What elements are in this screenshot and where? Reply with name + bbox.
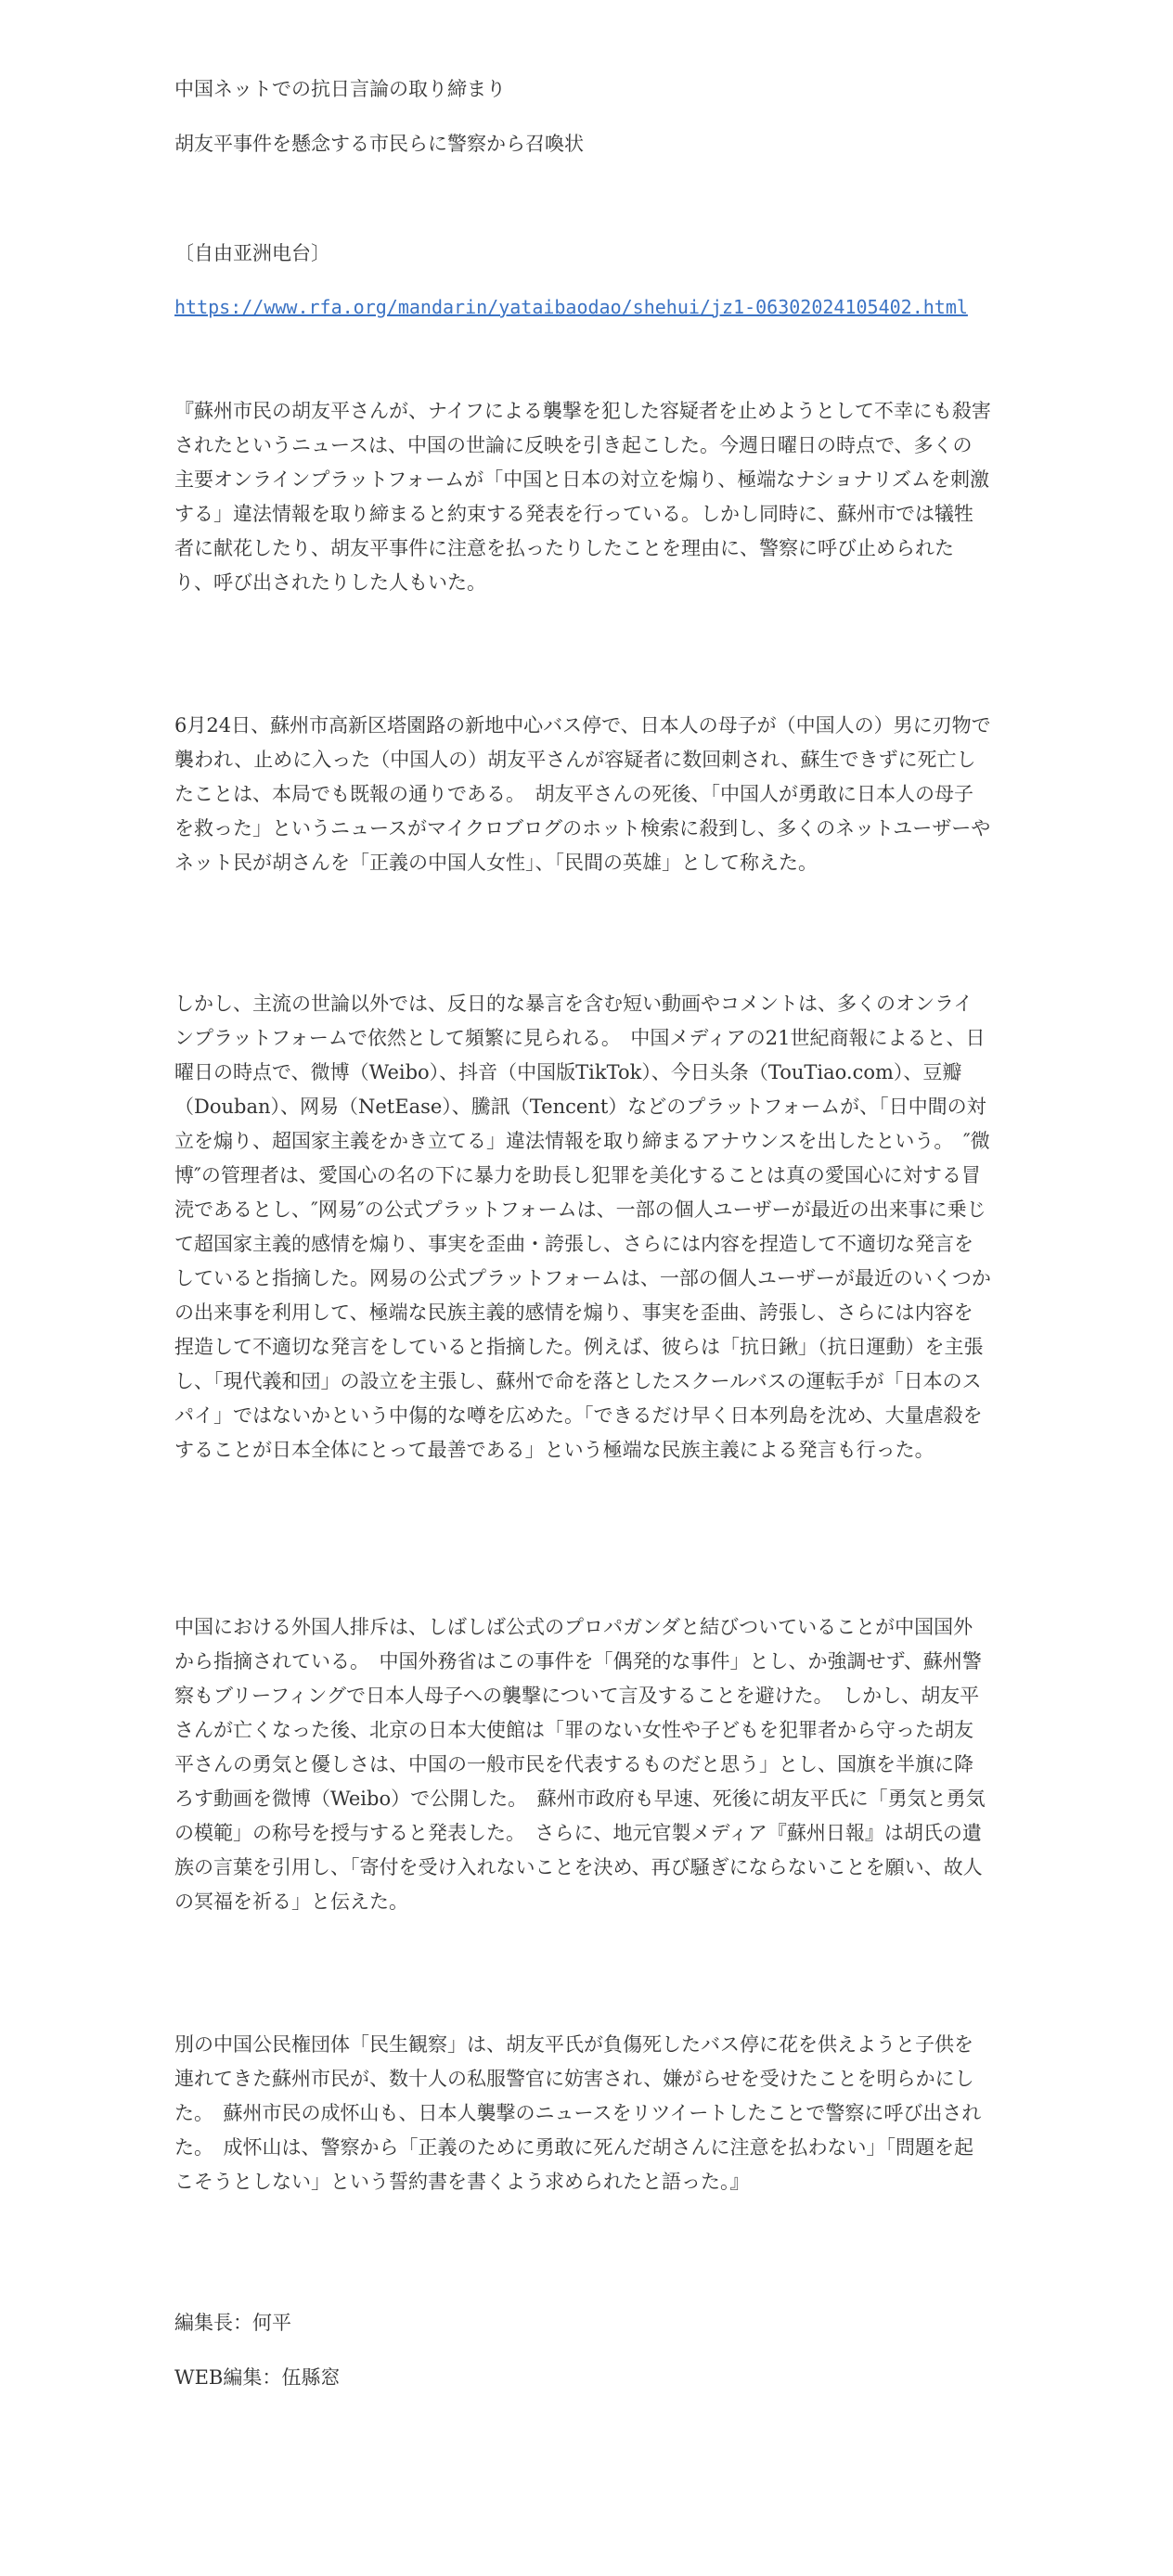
source-link[interactable]: https://www.rfa.org/mandarin/yataibaodao/shehui/jz1-06302024105402.html: [174, 296, 968, 318]
page-subtitle: 胡友平事件を懸念する市民らに警察から召喚状: [174, 133, 584, 155]
web-editor-credit: WEB編集：伍縣窓: [174, 2366, 341, 2389]
paragraph-3: しかし、主流の世論以外では、反日的な暴言を含む短い動画やコメントは、多くのオンラインプラットフォームで依然として頻繁に見られる。 中国メディアの21世紀商報によると、日曜日の時点で、微博（Weibo）、抖音（中国版TikTok）、今日头条（TouTiao.com）、豆瓣（Douban）、网易（NetEase）、騰訊（Tencent）などのプラットフォームが、「日中間の対立を煽り、超国家主義をかき立てる」違法情報を取り締まるアナウンスを出したという。 ″微博″の管理者は、愛国心の名の下に暴力を助長し犯罪を美化することは真の愛国心に対する冒涜であるとし、″网易″の公式プラットフォームは、一部の個人ユーザーが最近の出来事に乗じて超国家主義的感情を煽り、事実を歪曲・誇張し、さらには内容を捏造して不適切な発言をしていると指摘した。网易の公式プラットフォームは、一部の個人ユーザーが最近のいくつかの出来事を利用して、極端な民族主義的感情を煽り、事実を歪曲、誇張し、さらには内容を捏造して不適切な発言をしていると指摘した。例えば、彼らは「抗日鍬」（抗日運動）を主張し、「現代義和団」の設立を主張し、蘇州で命を落としたスクールバスの運転手が「日本のスパイ」ではないかという中傷的な噂を広めた。「できるだけ早く日本列島を沈め、大量虐殺をすることが日本全体にとって最善である」という極端な民族主義による発言も行った。: [174, 993, 991, 1461]
paragraph-5: 別の中国公民権団体「民生観察」は、胡友平氏が負傷死したバス停に花を供えようと子供を連れてきた蘇州市民が、数十人の私服警官に妨害され、嫌がらせを受けたことを明らかにした。 蘇州市民の成怀山も、日本人襲撃のニュースをリツイートしたことで警察に呼び出された。 成怀山は、警察から「正義のために勇敢に死んだ胡さんに注意を払わない」「問題を起こそうとしない」という誓約書を書くよう求められたと語った。』: [174, 2033, 982, 2193]
page-title: 中国ネットでの抗日言論の取り締まり: [174, 78, 506, 100]
paragraph-1: 『蘇州市民の胡友平さんが、ナイフによる襲撃を犯した容疑者を止めようとして不幸にも殺害されたというニュースは、中国の世論に反映を引き起こした。今週日曜日の時点で、多くの主要オンラインプラットフォームが「中国と日本の対立を煽り、極端なナショナリズムを刺激する」違法情報を取り締まると約束する発表を行っている。しかし同時に、蘇州市では犠牲者に献花したり、胡友平事件に注意を払ったりしたことを理由に、警察に呼び止められたり、呼び出されたりした人もいた。: [174, 400, 991, 594]
editor-credit: 編集長：何平: [174, 2312, 291, 2334]
paragraph-2: 6月24日、蘇州市高新区塔園路の新地中心バス停で、日本人の母子が（中国人の）男に刃物で襲われ、止めに入った（中国人の）胡友平さんが容疑者に数回刺され、蘇生できずに死亡したことは、本局でも既報の通りである。 胡友平さんの死後、「中国人が勇敢に日本人の母子を救った」というニュースがマイクロブログのホット検索に殺到し、多くのネットユーザーやネット民が胡さんを「正義の中国人女性」、「民間の英雄」として称えた。: [174, 714, 991, 874]
source-name: 〔自由亚洲电台〕: [174, 242, 330, 264]
paragraph-4: 中国における外国人排斥は、しばしば公式のプロパガンダと結びついていることが中国国外から指摘されている。 中国外務省はこの事件を「偶発的な事件」とし、か強調せず、蘇州警察もブリーフィングで日本人母子への襲撃について言及することを避けた。 しかし、胡友平さんが亡くなった後、北京の日本大使館は「罪のない女性や子どもを犯罪者から守った胡友平さんの勇気と優しさは、中国の一般市民を代表するものだと思う」とし、国旗を半旗に降ろす動画を微博（Weibo）で公開した。 蘇州市政府も早速、死後に胡友平氏に「勇気と勇気の模範」の称号を授与すると発表した。 さらに、地元官製メディア『蘇州日報』は胡氏の遺族の言葉を引用し、「寄付を受け入れないことを決め、再び騒ぎにならないことを願い、故人の冥福を祈る」と伝えた。: [174, 1616, 986, 1913]
